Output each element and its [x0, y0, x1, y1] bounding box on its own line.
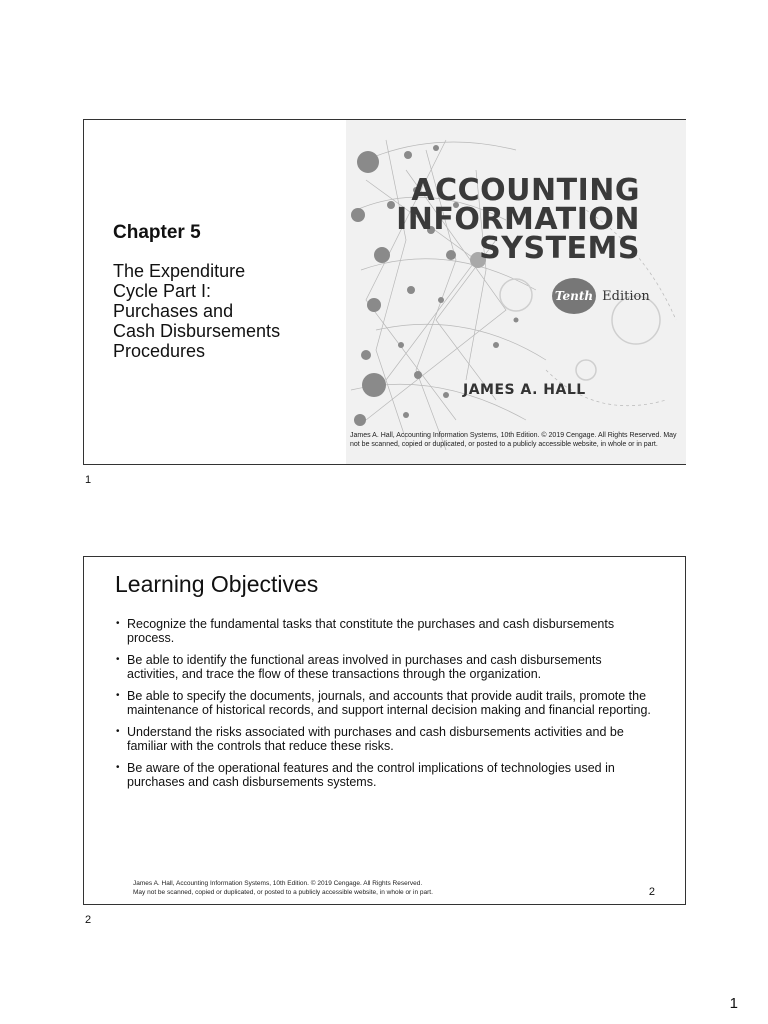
slide-1-text-panel — [84, 120, 346, 464]
slide-title: Learning Objectives — [115, 571, 319, 597]
subtitle-line: Procedures — [113, 341, 206, 361]
list-item — [116, 689, 656, 717]
copyright-line: James A. Hall, Accounting Information Systems, 10th Edition. © 2019 Cengage. All Rights Reserved. — [133, 880, 423, 887]
subtitle-line: Cycle Part I: — [113, 281, 212, 301]
chapter-heading: Chapter 5 — [113, 222, 201, 243]
list-item-text: Understand the risks associated with purchases and cash disbursements activities and be familiar with the controls that reduce these risks. — [127, 725, 624, 753]
list-item — [116, 617, 656, 645]
edition-label — [552, 278, 650, 314]
slide-1 — [83, 119, 686, 465]
subtitle-line: The Expenditure — [113, 261, 246, 281]
bullet-icon: • — [116, 654, 120, 665]
slide-number: 2 — [648, 886, 655, 898]
page-number: 1 — [729, 995, 738, 1012]
subtitle-line: Cash Disbursements — [113, 321, 281, 341]
slide-label: 1 — [85, 474, 92, 486]
list-item-text: Recognize the fundamental tasks that constitute the purchases and cash disbursements process. — [127, 617, 615, 645]
book-title-line: ACCOUNTING — [411, 173, 640, 208]
bullet-icon: • — [116, 618, 120, 629]
bullet-icon: • — [116, 762, 120, 773]
list-item-text: Be able to identify the functional areas involved in purchases and cash disbursements activities, and trace the flow of these transactions through the organization. — [127, 653, 602, 681]
book-author: JAMES A. HALL — [463, 382, 586, 398]
copyright-notice — [133, 880, 433, 897]
edition-word: Edition — [602, 289, 650, 304]
list-item — [116, 761, 656, 789]
list-item-text: Be able to specify the documents, journals, and accounts that provide audit trails, promote the maintenance of historical records, and support internal decision making and financial reporting. — [127, 689, 651, 717]
book-title-line: SYSTEMS — [479, 231, 640, 266]
bullet-icon: • — [116, 726, 120, 737]
list-item-text: Be aware of the operational features and the control implications of technologies used in purchases and cash disbursements systems. — [127, 761, 615, 789]
copyright-notice: James A. Hall, Accounting Information Systems, 10th Edition. © 2019 Cengage. All Rights Reserved. May not be scanned, copied or duplicated, or posted to a publicly accessible website, in whole or in part. — [350, 432, 677, 448]
copyright-line: May not be scanned, copied or duplicated, or posted to a publicly accessible website, in whole or in part. — [133, 888, 433, 896]
book-title-line: INFORMATION — [396, 202, 640, 237]
slide-2 — [83, 556, 686, 905]
list-item — [116, 725, 656, 753]
bullet-icon: • — [116, 690, 120, 701]
book-cover — [346, 120, 686, 464]
book-title — [396, 173, 640, 266]
edition-badge: Tenth — [552, 278, 596, 314]
slide-label: 2 — [85, 914, 92, 926]
list-item — [116, 653, 656, 681]
subtitle-line: Purchases and — [113, 301, 234, 321]
objectives-list — [116, 617, 656, 797]
chapter-subtitle — [113, 261, 343, 361]
